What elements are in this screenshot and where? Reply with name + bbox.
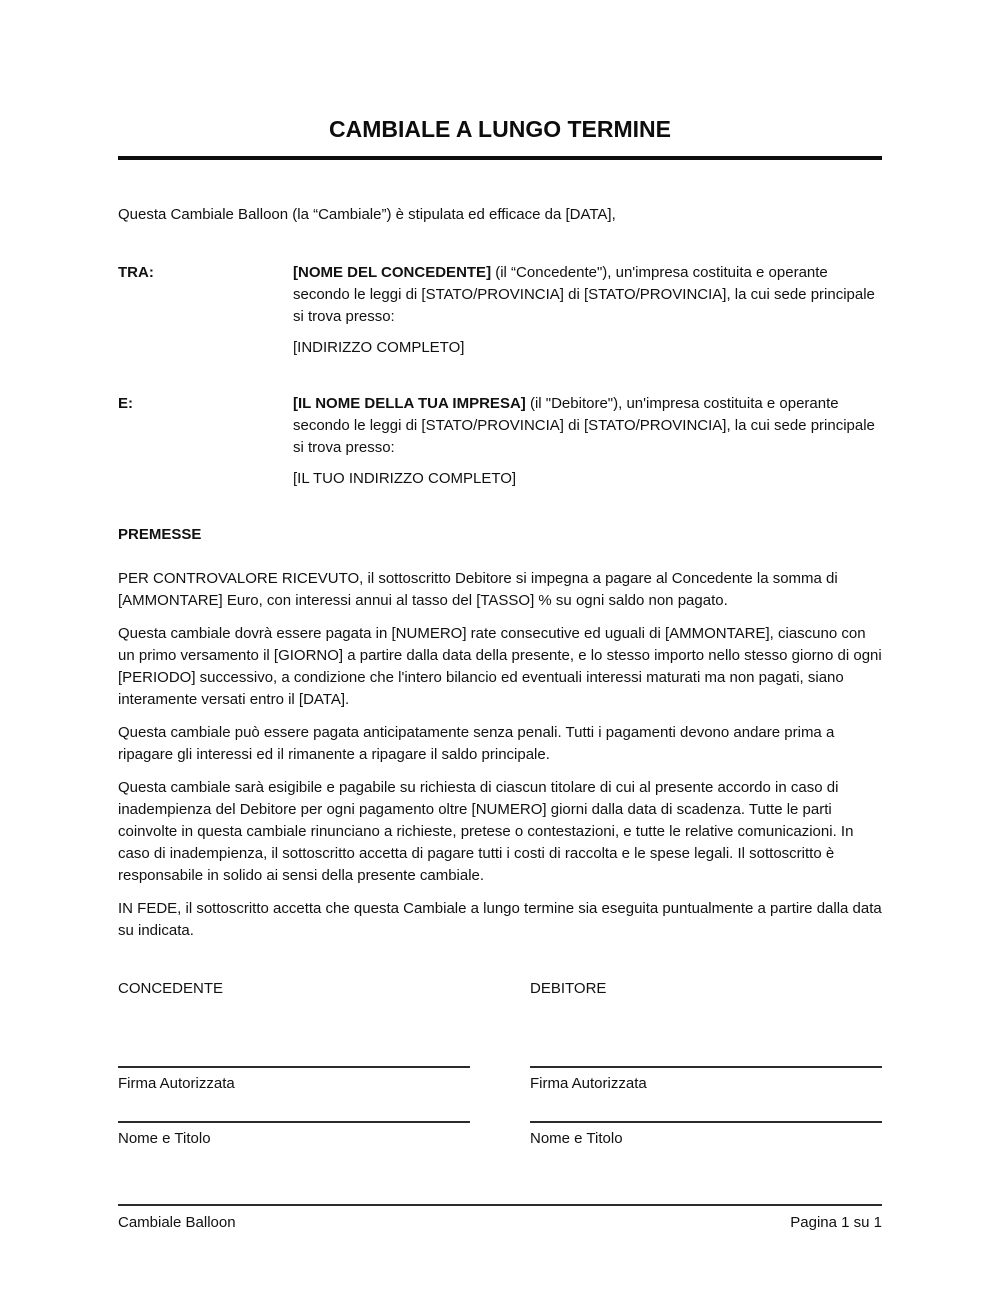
footer-document-name: Cambiale Balloon: [118, 1214, 236, 1231]
party-row-concedente: [118, 262, 882, 359]
party-row-debitore: [118, 393, 882, 490]
signature-row-nome: [118, 1095, 882, 1150]
signature-block-debitore: [530, 1000, 882, 1095]
party-address: [INDIRIZZO COMPLETO]: [293, 339, 465, 356]
signature-headings: [118, 978, 882, 1000]
name-line: Nome e Titolo: [118, 1121, 470, 1150]
section-heading-premesse: PREMESSE: [118, 526, 202, 543]
party-body: [293, 262, 882, 359]
body-paragraph: Questa cambiale dovrà essere pagata in [NUMERO] rate consecutive ed uguali di [AMMONTARE], ciascuno con un primo versamento il [GIORNO] a partire dalla data della presente, e lo stesso importo nello stesso giorno di ogni [PERIODO] successivo, a condizione che l'intero bilancio ed eventuali interessi maturati ma non pagati, siano interamente versati entro il [DATA].: [118, 625, 882, 708]
title-rule: [118, 156, 882, 160]
signature-row-firma: [118, 1000, 882, 1095]
signature-line: Firma Autorizzata: [118, 1066, 470, 1095]
footer-page-number: Pagina 1 su 1: [790, 1214, 882, 1231]
signature-heading-debitore: DEBITORE: [530, 980, 607, 997]
party-description: (il "Debitore"), un'impresa costituita e operante secondo le leggi di [STATO/PROVINCIA] di [STATO/PROVINCIA], la cui sede principale si trova presso:: [293, 395, 875, 456]
party-body: [293, 393, 882, 490]
party-label: TRA:: [118, 264, 154, 281]
party-label: E:: [118, 395, 133, 412]
page-footer: [118, 1204, 882, 1234]
signature-line: Firma Autorizzata: [530, 1066, 882, 1095]
body-paragraph: Questa cambiale può essere pagata anticipatamente senza penali. Tutti i pagamenti devono andare prima a ripagare gli interessi ed il rimanente a ripagare il saldo principale.: [118, 724, 835, 763]
body-paragraph: Questa cambiale sarà esigibile e pagabile su richiesta di ciascun titolare di cui al presente accordo in caso di inadempienza del Debitore per ogni pagamento oltre [NUMERO] giorni dalla data di scadenza. Tutte le parti coinvolte in questa cambiale rinunciano a richieste, pretese o contestazioni, e tutte le relative comunicazioni. In caso di inadempienza, il sottoscritto accetta di pagare tutti i costi di raccolta e le spese legali. Il sottoscritto è responsabile in solido ai sensi della presente cambiale.: [118, 779, 854, 884]
page-title: CAMBIALE A LUNGO TERMINE: [328, 116, 671, 142]
intro-paragraph: Questa Cambiale Balloon (la “Cambiale”) è stipulata ed efficace da [DATA],: [118, 206, 616, 223]
party-description: (il “Concedente"), un'impresa costituita e operante secondo le leggi di [STATO/PROVINCIA] di [STATO/PROVINCIA], la cui sede principale si trova presso:: [293, 264, 875, 325]
name-block-concedente: [118, 1095, 470, 1150]
party-name: [IL NOME DELLA TUA IMPRESA]: [293, 395, 526, 412]
name-line: Nome e Titolo: [530, 1121, 882, 1150]
party-address: [IL TUO INDIRIZZO COMPLETO]: [293, 470, 517, 487]
signature-heading-concedente: CONCEDENTE: [118, 980, 224, 997]
signature-block-concedente: [118, 1000, 470, 1095]
party-name: [NOME DEL CONCEDENTE]: [293, 264, 492, 281]
body-paragraph: PER CONTROVALORE RICEVUTO, il sottoscritto Debitore si impegna a pagare al Concedente la somma di [AMMONTARE] Euro, con interessi annui al tasso del [TASSO] % su ogni saldo non pagato.: [118, 570, 838, 609]
body-paragraph: IN FEDE, il sottoscritto accetta che questa Cambiale a lungo termine sia eseguita puntualmente a partire dalla data su indicata.: [118, 900, 882, 939]
name-block-debitore: [530, 1095, 882, 1150]
